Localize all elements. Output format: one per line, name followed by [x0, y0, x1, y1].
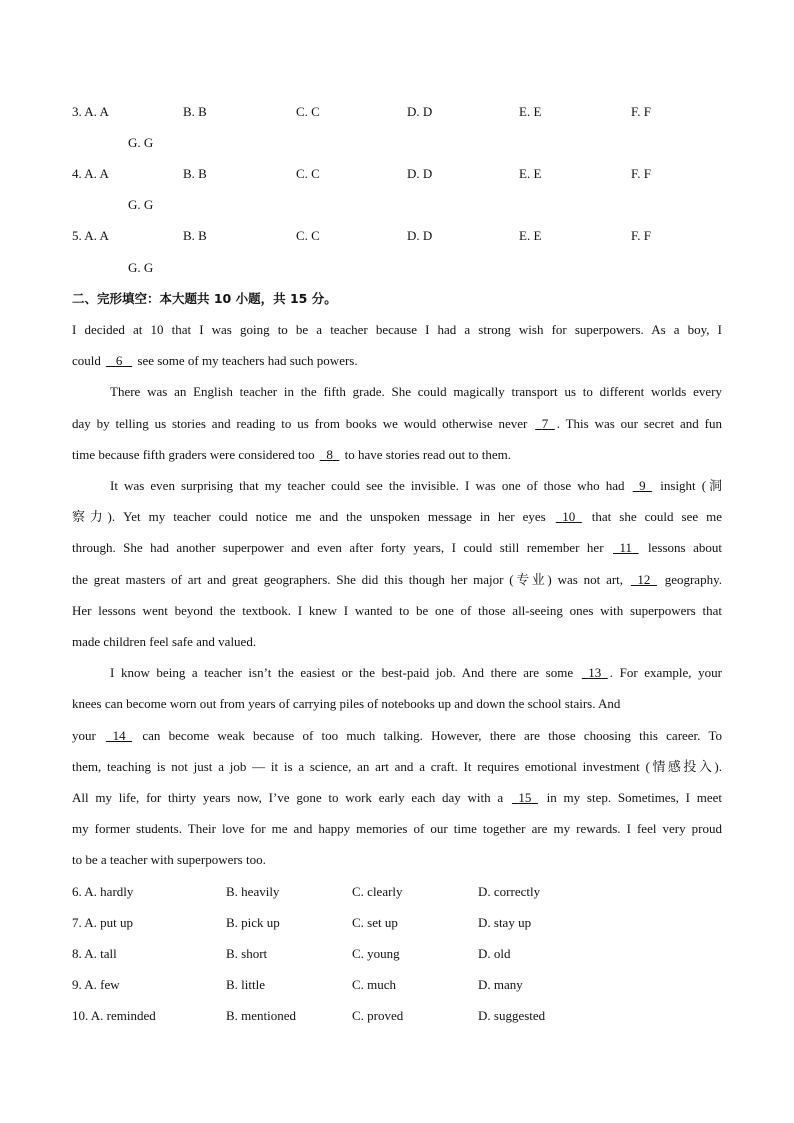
blank-7: 7: [541, 416, 549, 431]
passage-line: your 14 can become weak because of too much talking. However, there are those choosing this career. To: [72, 726, 722, 746]
option-f: F. F: [631, 166, 651, 181]
option-c: C. clearly: [352, 884, 403, 899]
blank-8: 8: [326, 447, 333, 462]
option-b: B. pick up: [226, 915, 280, 930]
passage-line: I know being a teacher isn’t the easiest or the best-paid job. And there are some 13 . For example, your: [110, 663, 722, 683]
option-f: F. F: [631, 228, 651, 243]
question-6-options: [0, 882, 794, 902]
option-d: D. D: [407, 166, 433, 181]
passage-line: could 6 see some of my teachers had such powers.: [72, 351, 722, 371]
blank-11: 11: [619, 540, 633, 555]
question-4-options-cont: [0, 195, 794, 215]
option-d: D. suggested: [478, 1008, 546, 1023]
option-e: E. E: [519, 104, 542, 119]
passage-line: 察力). Yet my teacher could notice me and the unspoken message in her eyes 10 that she could see me: [72, 507, 722, 527]
option-a: 4. A. A: [72, 166, 109, 181]
passage-line: to be a teacher with superpowers too.: [72, 852, 266, 867]
blank-15: 15: [518, 790, 532, 805]
option-g: G. G: [128, 260, 154, 275]
option-e: E. E: [519, 166, 542, 181]
option-b: B. short: [226, 946, 268, 961]
option-b: B. B: [183, 166, 207, 181]
option-c: C. much: [352, 977, 397, 992]
option-d: D. many: [478, 977, 523, 992]
blank-13: 13: [588, 665, 602, 680]
blank-6: 6: [115, 353, 123, 368]
option-a: 6. A. hardly: [72, 884, 134, 899]
passage-line: day by telling us stories and reading to us from books we would otherwise never 7 . This was our secret and fun: [72, 414, 722, 434]
option-d: D. D: [407, 104, 433, 119]
passage-line: them, teaching is not just a job — it is a science, an art and a craft. It requires emotional investment (情感投入).: [72, 759, 722, 774]
option-a: 3. A. A: [72, 104, 109, 119]
option-b: B. mentioned: [226, 1008, 297, 1023]
option-a: 10. A. reminded: [72, 1008, 156, 1023]
option-b: B. B: [183, 228, 207, 243]
blank-12: 12: [637, 572, 651, 587]
blank-14: 14: [112, 728, 126, 743]
passage-line: It was even surprising that my teacher could see the invisible. I was one of those who had 9 insight (洞: [110, 476, 722, 496]
option-a: 5. A. A: [72, 228, 109, 243]
question-5-options: [0, 226, 794, 246]
option-a: 9. A. few: [72, 977, 120, 992]
option-c: C. set up: [352, 915, 398, 930]
option-d: D. old: [478, 946, 511, 961]
option-e: E. E: [519, 228, 542, 243]
option-b: B. heavily: [226, 884, 280, 899]
option-c: C. C: [296, 228, 320, 243]
section-heading: 二、完形填空：本大题共 10 小题，共 15 分。: [72, 291, 337, 306]
passage-line: Her lessons went beyond the textbook. I knew I wanted to be one of those all-seeing ones with superpowers that: [72, 603, 722, 618]
option-b: B. B: [183, 104, 207, 119]
question-3-options: [0, 102, 794, 122]
option-d: D. correctly: [478, 884, 541, 899]
option-g: G. G: [128, 197, 154, 212]
option-c: C. young: [352, 946, 400, 961]
question-8-options: [0, 944, 794, 964]
question-10-options: [0, 1006, 794, 1026]
passage-line: All my life, for thirty years now, I’ve gone to work early each day with a 15 in my step. Sometimes, I meet: [72, 788, 722, 808]
passage-line: I decided at 10 that I was going to be a teacher because I had a strong wish for superpowers. As a boy, I: [72, 322, 722, 337]
passage-line: There was an English teacher in the fifth grade. She could magically transport us to different worlds every: [110, 384, 722, 399]
passage-line: made children feel safe and valued.: [72, 634, 257, 649]
passage-line: time because fifth graders were considered too 8 to have stories read out to them.: [72, 445, 722, 465]
question-4-options: [0, 164, 794, 184]
passage-line: through. She had another superpower and even after forty years, I could still remember her 11 lessons about: [72, 538, 722, 558]
option-c: C. C: [296, 166, 320, 181]
option-c: C. proved: [352, 1008, 404, 1023]
option-f: F. F: [631, 104, 651, 119]
blank-10: 10: [562, 509, 576, 524]
question-5-options-cont: [0, 258, 794, 278]
option-d: D. stay up: [478, 915, 532, 930]
option-a: 8. A. tall: [72, 946, 117, 961]
question-3-options-cont: [0, 133, 794, 153]
option-g: G. G: [128, 135, 154, 150]
blank-9: 9: [639, 478, 646, 493]
question-7-options: [0, 913, 794, 933]
option-b: B. little: [226, 977, 265, 992]
option-c: C. C: [296, 104, 320, 119]
passage-line: the great masters of art and great geographers. She did this though her major (专业) was not art, 12 geography.: [72, 570, 722, 590]
passage-line: knees can become worn out from years of carrying piles of notebooks up and down the school stairs. And: [72, 696, 621, 711]
passage-line: my former students. Their love for me and happy memories of our time together are my rewards. I feel very proud: [72, 821, 722, 836]
option-d: D. D: [407, 228, 433, 243]
question-9-options: [0, 975, 794, 995]
option-a: 7. A. put up: [72, 915, 134, 930]
